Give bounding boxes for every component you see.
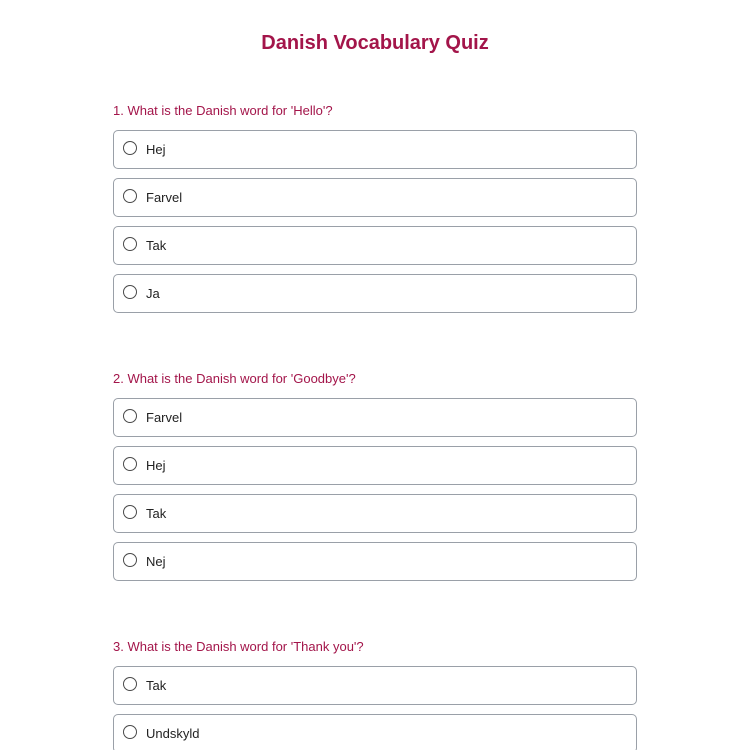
question-text: 1. What is the Danish word for 'Hello'? [113,103,333,118]
option-label: Farvel [146,410,183,425]
option-label: Tak [146,678,167,693]
question-text: 3. What is the Danish word for 'Thank you'? [113,639,364,654]
radio-button[interactable] [123,409,137,423]
answer-option[interactable] [113,714,637,750]
page-title: Danish Vocabulary Quiz [261,32,489,54]
question-1 [113,103,637,322]
answer-option[interactable] [113,446,637,485]
option-label: Farvel [146,190,183,205]
question-3 [113,639,637,750]
radio-button[interactable] [123,725,137,739]
answer-option[interactable] [113,226,637,265]
answer-option[interactable] [113,130,637,169]
answer-option[interactable] [113,274,637,313]
question-text: 2. What is the Danish word for 'Goodbye'? [113,371,356,386]
option-label: Hej [146,142,166,157]
option-label: Ja [146,286,160,301]
option-label: Undskyld [146,726,200,741]
radio-button[interactable] [123,505,137,519]
option-label: Tak [146,238,167,253]
radio-button[interactable] [123,141,137,155]
answer-option[interactable] [113,398,637,437]
answer-option[interactable] [113,178,637,217]
answer-option[interactable] [113,542,637,581]
option-label: Tak [146,506,167,521]
question-2 [113,371,637,590]
radio-button[interactable] [123,189,137,203]
radio-button[interactable] [123,457,137,471]
radio-button[interactable] [123,237,137,251]
answer-option[interactable] [113,666,637,705]
radio-button[interactable] [123,677,137,691]
radio-button[interactable] [123,285,137,299]
radio-button[interactable] [123,553,137,567]
answer-option[interactable] [113,494,637,533]
option-label: Hej [146,458,166,473]
option-label: Nej [146,554,166,569]
